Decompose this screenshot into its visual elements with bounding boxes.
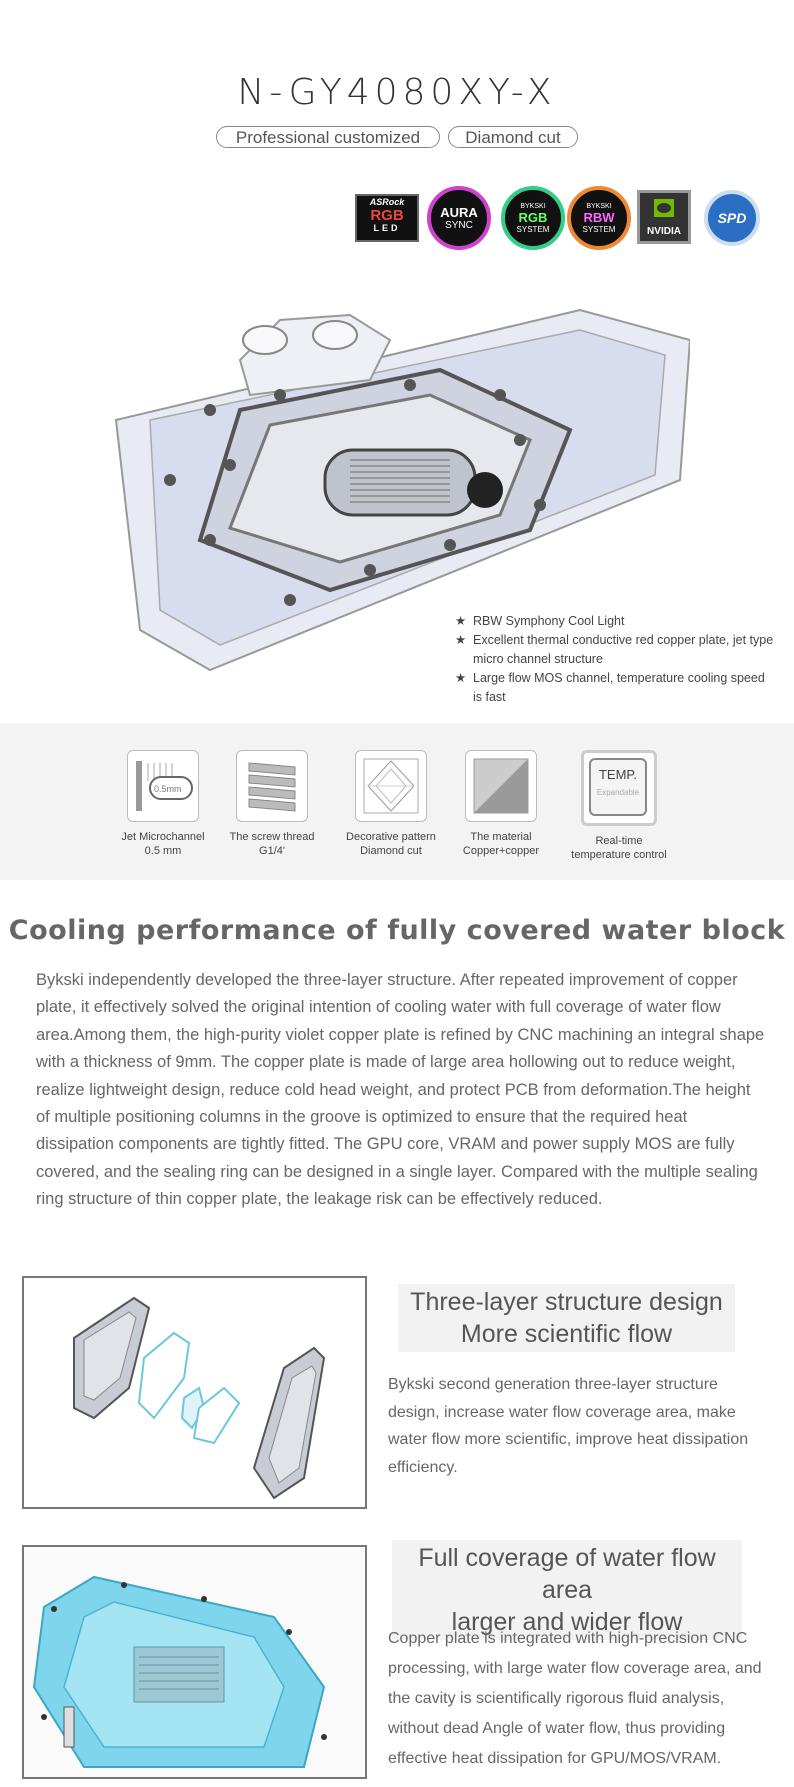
- spd-logo: SPD: [704, 190, 760, 246]
- feature-temperature: TEMP. Expandable Real-time temperature control: [554, 750, 684, 862]
- tag-diamond-cut: Diamond cut: [448, 126, 578, 148]
- tag-professional-customized: Professional customized: [216, 126, 440, 148]
- three-layer-heading-line1: Three-layer structure design: [410, 1288, 723, 1316]
- microchannel-icon: 0.5mm: [127, 750, 199, 822]
- bullet-item: ★ Large flow MOS channel, temperature cooling speed is fast: [455, 671, 765, 704]
- asrock-rgb-led-logo: ASRock RGB LED: [355, 194, 419, 242]
- full-coverage-heading-line1: Full coverage of water flow area: [418, 1544, 716, 1604]
- aura-sync-logo: AURA SYNC: [427, 186, 491, 250]
- screw-thread-icon: [236, 750, 308, 822]
- material-icon: [465, 750, 537, 822]
- product-title: N-GY4080XY-X: [237, 72, 557, 113]
- bullet-item: ★ RBW Symphony Cool Light: [455, 614, 625, 628]
- bykski-rbw-system-logo: BYKSKI RBW SYSTEM: [567, 186, 631, 250]
- feature-jet-microchannel: 0.5mm Jet Microchannel 0.5 mm: [98, 750, 228, 858]
- three-layer-heading: [398, 1284, 735, 1352]
- temp-icon: TEMP. Expandable: [581, 750, 657, 826]
- full-coverage-heading-line2: larger and wider flow: [451, 1608, 683, 1636]
- three-layer-text: Bykski second generation three-layer structure design, increase water flow coverage area, make water flow more scientific, improve heat dissipation efficiency.: [388, 1376, 749, 1476]
- diamond-pattern-icon: [355, 750, 427, 822]
- feature-screw-thread: The screw thread G1/4': [207, 750, 337, 858]
- nvidia-logo: NVIDIA: [637, 190, 691, 244]
- bullet-item: ★ Excellent thermal conductive red copper plate, jet type micro channel structure: [455, 633, 774, 666]
- nvidia-eye-icon: [640, 193, 688, 223]
- full-coverage-text: Copper plate is integrated with high-precision CNC processing, with large water flow coverage area, and the cavity is scientifically rigorous fluid analysis, without dead Angle of water flow, thus providing effective heat dissipation for GPU/MOS/VRAM.: [388, 1630, 762, 1767]
- feature-diamond-cut: Decorative pattern Diamond cut: [326, 750, 456, 858]
- full-coverage-image: [22, 1545, 367, 1779]
- feature-material: The material Copper+copper: [436, 750, 566, 858]
- cooling-paragraph: Bykski independently developed the three-layer structure. After repeated improvement of copper plate, it effectively solved the original intention of cooling water with full coverage of water flow area.Among them, the high-purity violet copper plate is refined by CNC machining an integral shape with a thickness of 9mm. The copper plate is made of large area hollowing out to reduce weight, realize lightweight design, reduce cold head weight, and protect PCB from deformation.The height of multiple positioning columns in the groove is optimized to ensure that the required heat dissipation components are tightly fitted. The GPU core, VRAM and power supply MOS are fully covered, and the sealing ring can be designed in a single layer. Compared with the multiple sealing ring structure of thin copper plate, the leakage risk can be effectively reduced.: [36, 971, 765, 1209]
- feature-bullets: [455, 612, 775, 707]
- cooling-heading: Cooling performance of fully covered water block: [8, 915, 786, 946]
- three-layer-image: [22, 1276, 367, 1509]
- three-layer-heading-line2: More scientific flow: [460, 1320, 673, 1348]
- bykski-rgb-system-logo: BYKSKI RGB SYSTEM: [501, 186, 565, 250]
